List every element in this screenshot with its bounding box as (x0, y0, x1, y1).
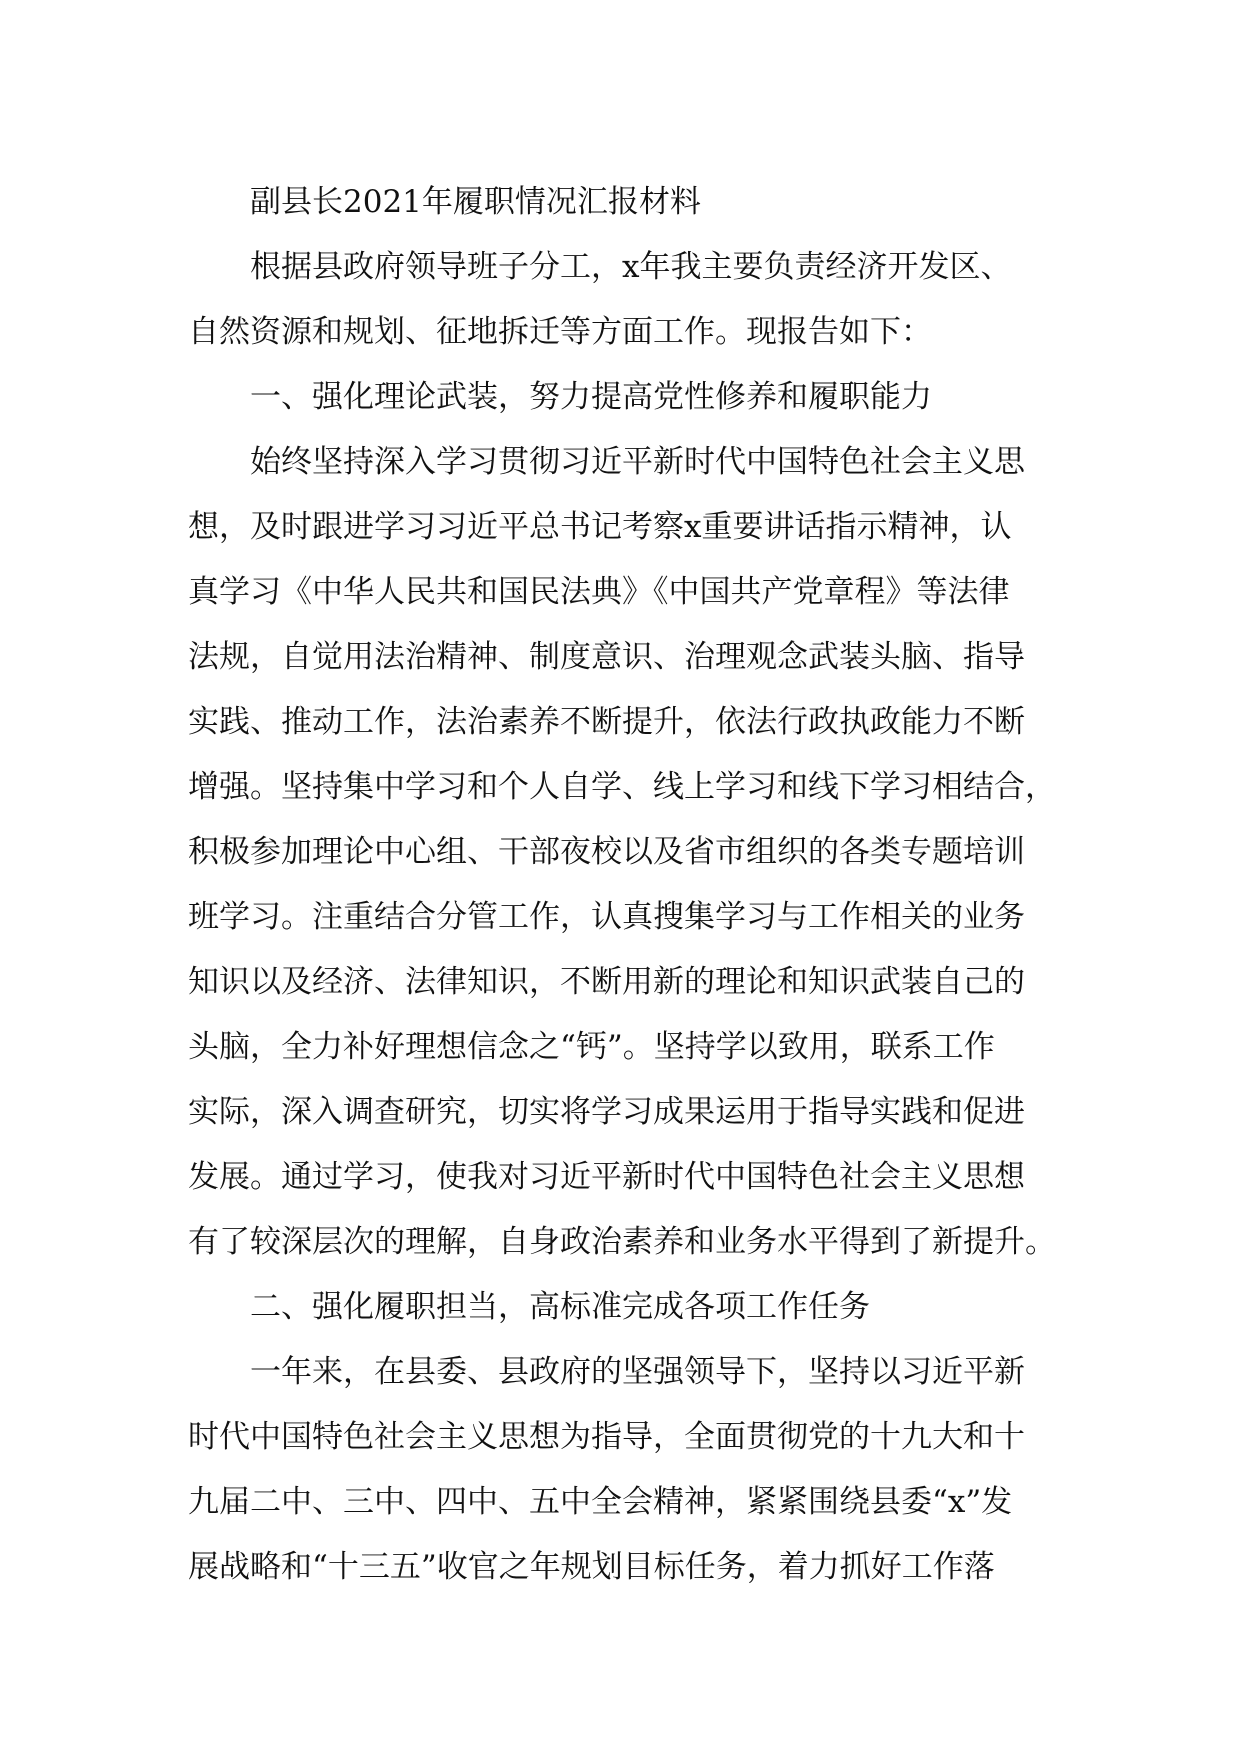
text-line: 头脑，全力补好理想信念之“钙”。坚持学以致用，联系工作 (188, 1029, 995, 1065)
text-line: 有了较深层次的理解，自身政治素养和业务水平得到了新提升。 (188, 1224, 1056, 1260)
text-line: 时代中国特色社会主义思想为指导，全面贯彻党的十九大和十 (188, 1419, 1025, 1455)
text-line: 知识以及经济、法律知识，不断用新的理论和知识武装自己的 (188, 964, 1025, 1000)
text-line: 二、强化履职担当，高标准完成各项工作任务 (250, 1289, 870, 1325)
text-line: 根据县政府领导班子分工，x年我主要负责经济开发区、 (250, 249, 1012, 285)
text-line: 发展。通过学习，使我对习近平新时代中国特色社会主义思想 (188, 1159, 1025, 1195)
text-line: 增强。坚持集中学习和个人自学、线上学习和线下学习相结合， (188, 769, 1056, 805)
text-line: 始终坚持深入学习贯彻习近平新时代中国特色社会主义思 (250, 444, 1025, 480)
text-line: 一、强化理论武装，努力提高党性修养和履职能力 (250, 379, 932, 415)
document-body (188, 170, 1068, 1600)
text-line: 自然资源和规划、征地拆迁等方面工作。现报告如下： (188, 314, 932, 350)
text-line: 九届二中、三中、四中、五中全会精神，紧紧围绕县委“x”发 (188, 1484, 1013, 1520)
text-line: 展战略和“十三五”收官之年规划目标任务，着力抓好工作落 (188, 1549, 995, 1585)
text-line: 班学习。注重结合分管工作，认真搜集学习与工作相关的业务 (188, 899, 1025, 935)
text-line: 副县长2021年履职情况汇报材料 (250, 184, 701, 220)
text-line: 实际，深入调查研究，切实将学习成果运用于指导实践和促进 (188, 1094, 1025, 1130)
text-line: 想，及时跟进学习习近平总书记考察x重要讲话指示精神，认 (188, 509, 1012, 545)
text-line: 真学习《中华人民共和国民法典》《中国共产党章程》等法律 (188, 574, 1010, 610)
text-line: 法规，自觉用法治精神、制度意识、治理观念武装头脑、指导 (188, 639, 1025, 675)
text-line: 一年来，在县委、县政府的坚强领导下，坚持以习近平新 (250, 1354, 1025, 1390)
text-line: 实践、推动工作，法治素养不断提升，依法行政执政能力不断 (188, 704, 1025, 740)
text-line: 积极参加理论中心组、干部夜校以及省市组织的各类专题培训 (188, 834, 1025, 870)
